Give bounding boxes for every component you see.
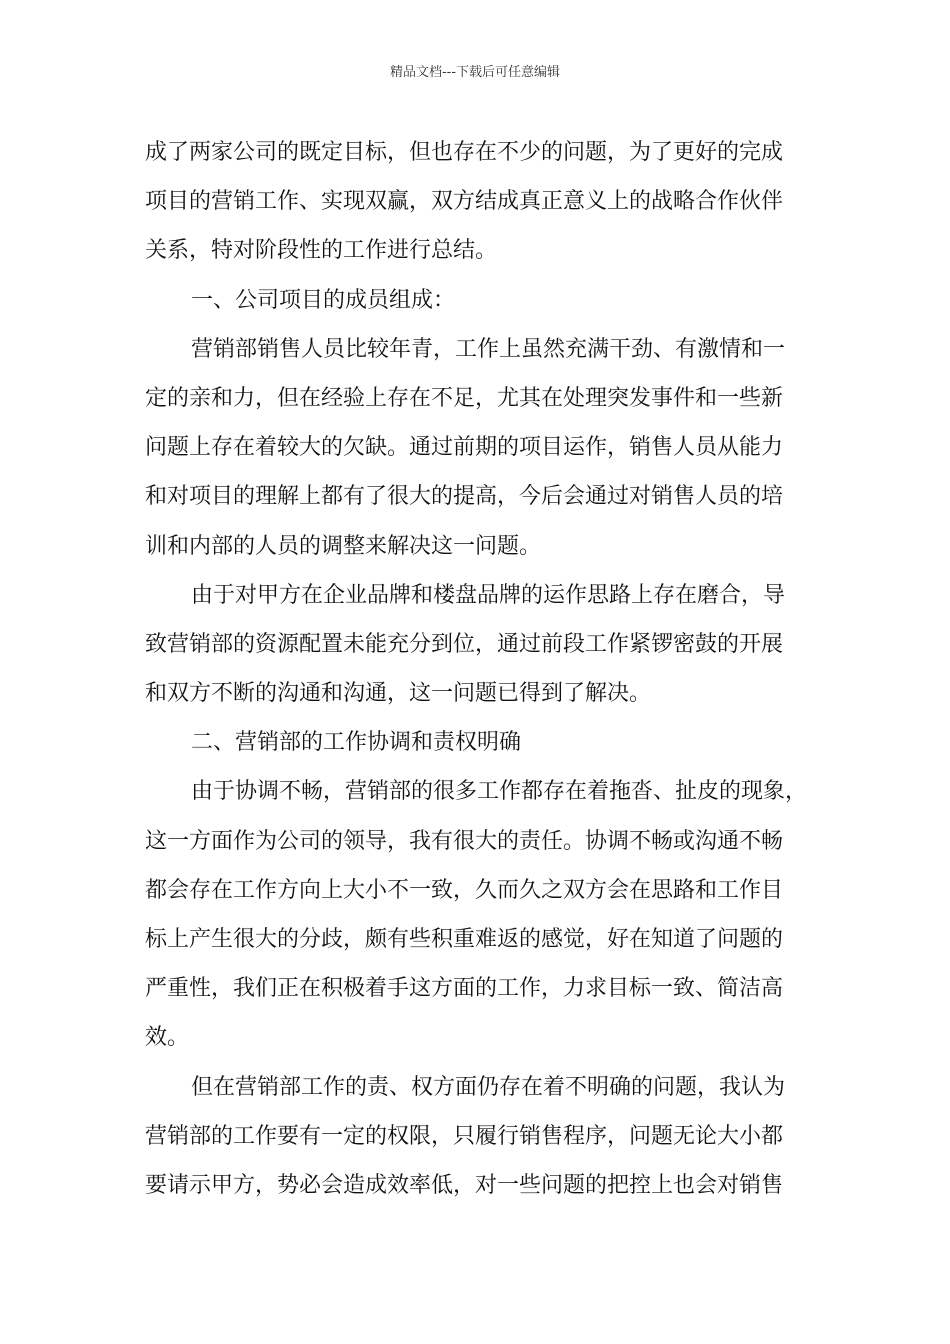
- text-line: 和双方不断的沟通和沟通，这一问题已得到了解决。: [145, 681, 652, 707]
- text-line: 致营销部的资源配置未能充分到位，通过前段工作紧锣密鼓的开展: [145, 631, 784, 657]
- text-line: 定的亲和力，但在经验上存在不足，尤其在处理突发事件和一些新: [145, 385, 784, 411]
- text-line: 但在营销部工作的责、权方面仍存在着不明确的问题，我认为: [191, 1074, 786, 1100]
- section-heading-2: 二、营销部的工作协调和责权明确: [191, 730, 522, 756]
- section-heading-1: 一、公司项目的成员组成：: [191, 287, 456, 313]
- text-line: 严重性，我们正在积极着手这方面的工作，力求目标一致、简洁高: [145, 976, 784, 1002]
- text-line: 训和内部的人员的调整来解决这一问题。: [145, 533, 542, 559]
- text-line: 问题上存在着较大的欠缺。通过前期的项目运作，销售人员从能力: [145, 435, 784, 461]
- page-header: 精品文档---下载后可任意编辑: [389, 65, 561, 80]
- text-line: 要请示甲方，势必会造成效率低，对一些问题的把控上也会对销售: [145, 1172, 784, 1198]
- text-line: 这一方面作为公司的领导，我有很大的责任。协调不畅或沟通不畅: [145, 828, 784, 854]
- text-line: 由于协调不畅，营销部的很多工作都存在着拖沓、扯皮的现象，: [191, 779, 808, 805]
- text-line: 关系，特对阶段性的工作进行总结。: [145, 238, 498, 264]
- document-body: [145, 128, 815, 1210]
- text-line: 由于对甲方在企业品牌和楼盘品牌的运作思路上存在磨合，导: [191, 582, 786, 608]
- text-line: 营销部的工作要有一定的权限，只履行销售程序，问题无论大小都: [145, 1123, 784, 1149]
- text-line: 项目的营销工作、实现双赢，双方结成真正意义上的战略合作伙伴: [145, 189, 784, 215]
- text-line: 成了两家公司的既定目标，但也存在不少的问题，为了更好的完成: [145, 140, 784, 165]
- text-line: 营销部销售人员比较年青，工作上虽然充满干劲、有激情和一: [191, 336, 786, 362]
- text-line: 效。: [145, 1025, 190, 1051]
- text-line: 和对项目的理解上都有了很大的提高，今后会通过对销售人员的培: [145, 484, 784, 510]
- text-line: 都会存在工作方向上大小不一致，久而久之双方会在思路和工作目: [145, 877, 784, 903]
- text-line: 标上产生很大的分歧，颇有些积重难返的感觉，好在知道了问题的: [145, 927, 784, 952]
